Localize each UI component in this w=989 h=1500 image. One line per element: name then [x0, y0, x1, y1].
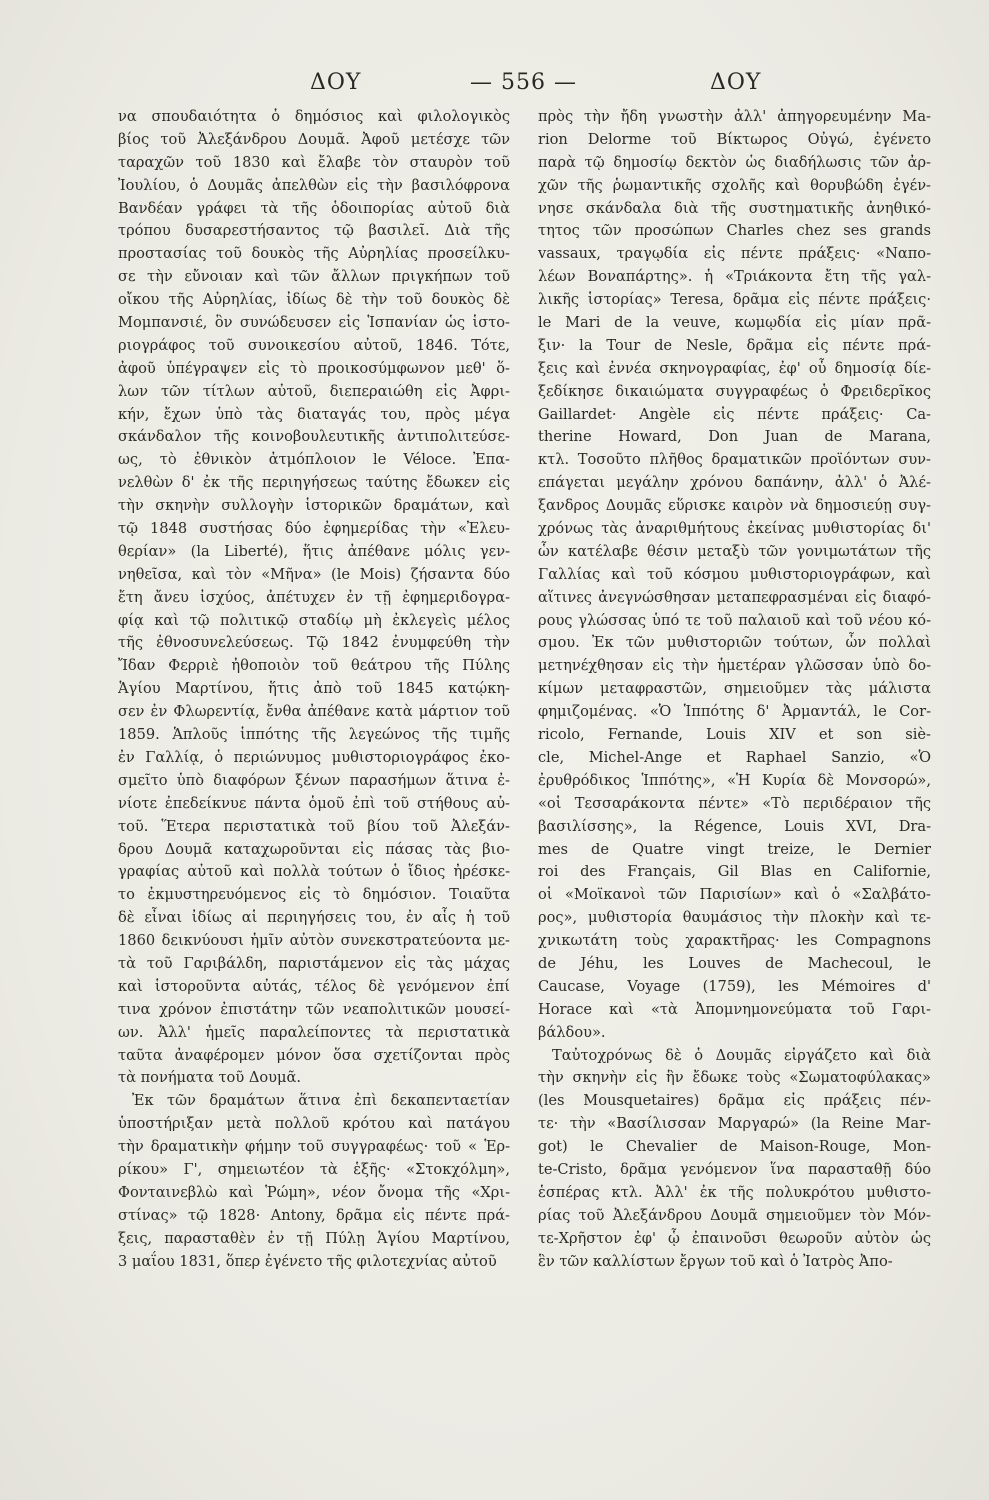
text-line: ricolo, Fernande, Louis XIV et son siè-	[538, 726, 931, 744]
text-line: πρὸς τὴν ἤδη γνωστὴν ἀλλ' ἀπηγορευμένην Ma-	[538, 108, 931, 125]
text-line: τινα χρόνον ἐπιστάτην τῶν νεαπολιτικῶν μουσεί-	[118, 1000, 510, 1018]
text-line: προστασίας τοῦ δουκὸς τῆς Αὐρηλίας προσείλκυ-	[118, 245, 510, 263]
text-line: rion Delorme τοῦ Βίκτωρος Οὐγώ, ἐγένετο	[538, 130, 931, 148]
text-line: θερίαν» (la Liberté), ἥτις ἀπέθανε μόλις γεν-	[118, 542, 510, 560]
text-line: ξεις, παρασταθὲν ἐν τῇ Πύλῃ Ἁγίου Μαρτίνου,	[118, 1229, 510, 1247]
text-line: ρους γλώσσας ὑπό τε τοῦ παλαιοῦ καὶ τοῦ νέου κό-	[538, 611, 931, 629]
text-line: λων τῶν τίτλων αὐτοῦ, διεπεραιώθη εἰς Ἀφρι-	[118, 382, 510, 400]
text-line: το ἐκμυστηρευόμενος εἰς τὸ δημόσιον. Τοιαῦτα	[118, 886, 510, 904]
text-line: de Jéhu, les Louves de Machecoul, le	[538, 954, 931, 972]
text-line: ρίκου» Γ', σημειωτέον τὰ ἑξῆς· «Στοκχόλμη»,	[118, 1160, 510, 1178]
text-line: βάλδου».	[538, 1023, 606, 1041]
text-line: οἱ «Μοϊκανοὶ τῶν Παρισίων» καὶ ὁ «Σαλβάτο-	[538, 886, 931, 904]
text-line: Caucase, Voyage (1759), les Mémoires d'	[538, 977, 931, 995]
text-line: ἐν Γαλλίᾳ, ὁ περιώνυμος μυθιστοριογράφος ἐκο-	[118, 748, 510, 766]
text-line: got) le Chevalier de Maison-Rouge, Mon-	[538, 1138, 931, 1156]
text-line: τὴν σκηνὴν εἰς ἣν ἔδωκε τοὺς «Σωματοφύλακας»	[538, 1069, 931, 1087]
text-line: vassaux, τραγῳδία εἰς πέντε πράξεις· «Ναπο-	[538, 245, 931, 263]
text-line: ἀφοῦ ὑπέγραψεν εἰς τὸ προικοσύμφωνον μεθ' ὅ-	[118, 359, 510, 377]
text-line: επάγεται μεγάλην χρόνου δαπάνην, ἀλλ' ὁ Ἀλέ-	[538, 474, 931, 492]
text-line: ἓν τῶν καλλίστων ἔργων τοῦ καὶ ὁ Ἰατρὸς Ἀπο-	[538, 1252, 893, 1270]
text-line: μετηνέχθησαν εἰς τὴν ἡμετέραν γλῶσσαν ὑπὸ δο-	[538, 657, 931, 675]
text-line: cle, Michel-Ange et Raphael Sanzio, «Ὁ	[538, 748, 931, 766]
text-line: «οἱ Τεσσαράκοντα πέντε» «Τὸ περιδέραιον τῆς	[538, 794, 931, 812]
text-line: δρου Δουμᾶ καταχωροῦνται εἰς πάσας τὰς βιο-	[118, 840, 510, 858]
text-line: τε-Χρῆστον ἐφ' ᾧ ἐπαινοῦσι θεωροῦν αὐτὸν ὡς	[538, 1229, 931, 1247]
text-line: ὑποστήριξαν μετὰ πολλοῦ κρότου καὶ πατάγου	[118, 1115, 510, 1133]
text-line: ων. Ἀλλ' ἡμεῖς παραλείποντες τὰ περιστατικὰ	[118, 1023, 510, 1041]
text-line: κτλ. Τοσοῦτο πλῆθος δραματικῶν προϊόντων συν-	[538, 451, 931, 469]
text-line: τῷ 1848 συστήσας δύο ἐφημερίδας τὴν «Ἐλευ-	[118, 520, 510, 538]
text-line: κήν, ἔχων ὑπὸ τὰς διαταγάς του, πρὸς μέγα	[118, 405, 510, 423]
text-line: Gaillardet· Angèle εἰς πέντε πράξεις· Ca-	[538, 405, 931, 423]
text-line: σε τὴν εὔνοιαν καὶ τῶν ἄλλων πριγκήπων τοῦ	[118, 268, 510, 286]
text-line: ξεις καὶ ἐννέα σκηνογραφίας, ἐφ' οὗ δημοσίᾳ δίε-	[538, 359, 931, 377]
text-line: στίνας» τῷ 1828· Antony, δρᾶμα εἰς πέντε πρά-	[118, 1206, 510, 1224]
page-number: — 556 —	[470, 70, 577, 95]
text-line: γραφίας αὐτοῦ καὶ πολλὰ τούτων ὁ ἴδιος ἠρέσκε-	[118, 863, 510, 881]
text-line: τοῦ. Ἕτερα περιστατικὰ τοῦ βίου τοῦ Ἀλεξάν-	[118, 817, 510, 835]
page-header	[110, 70, 940, 110]
text-line: ταῦτα ἀναφέρομεν μόνον ὅσα σχετίζονται πρὸς	[118, 1046, 510, 1064]
text-line: τρόπου δυσαρεστήσαντος τῷ βασιλεῖ. Διὰ τῆς	[118, 222, 510, 240]
text-line: 3 μαΐου 1831, ὅπερ ἐγένετο τῆς φιλοτεχνίας αὐτοῦ	[118, 1252, 497, 1270]
text-line: ως, τὸ ἐθνικὸν ἀτμόπλοιον le Véloce. Ἐπα-	[118, 451, 510, 469]
text-line: σμεῖτο ὑπὸ διαφόρων ξένων παρασήμων ἅτινα ἐ-	[118, 771, 510, 789]
text-line: βασιλίσσης», la Régence, Louis XVI, Dra-	[538, 817, 931, 835]
text-line: λέων Βοναπάρτης». ἡ «Τριάκοντα ἔτη τῆς γαλ-	[538, 268, 931, 286]
header-right-keyword: ΔΟΥ	[710, 70, 762, 95]
text-line: βίος τοῦ Ἀλεξάνδρου Δουμᾶ. Ἀφοῦ μετέσχε τῶν	[118, 130, 510, 148]
text-line: οἴκου τῆς Αὐρηλίας, ἰδίως δὲ τὴν τοῦ δουκὸς δὲ	[118, 291, 510, 309]
text-line: τὰ τοῦ Γαριβάλδη, παριστάμενον εἰς τὰς μάχας	[118, 954, 510, 972]
text-line: χρόνως τὰς ἀναριθμήτους ἐκείνας μυθιστορίας δι'	[538, 520, 931, 538]
text-line: καὶ ἱστοροῦντα αὐτάς, τέλος δὲ γενόμενον ἐπί	[118, 977, 510, 995]
text-line: ρος», μυθιστορία θαυμάσιος τὴν πλοκὴν καὶ τε-	[538, 909, 931, 927]
text-line: δὲ εἶναι ἰδίως αἱ περιηγήσεις του, ἐν αἷς ἡ τοῦ	[118, 909, 510, 927]
text-line: ρίας τοῦ Ἀλεξάνδρου Δουμᾶ σημειοῦμεν τὸν Μόν-	[538, 1206, 931, 1224]
text-line: χῶν τῆς ῥωμαντικῆς σχολῆς καὶ θορυβώδη ἐγέν-	[538, 176, 931, 194]
text-line: Γαλλίας καὶ τοῦ κόσμου μυθιστοριογράφων, καὶ	[538, 565, 931, 583]
text-line: νελθὼν δ' ἐκ τῆς περιηγήσεως ταύτης ἔδωκεν εἰς	[118, 474, 510, 492]
text-line: 1859. Ἁπλοῦς ἱππότης τῆς λεγεώνος τῆς τιμῆς	[118, 726, 510, 744]
text-line: τὰ πονήματα τοῦ Δουμᾶ.	[118, 1069, 302, 1087]
text-line: le Mari de la veuve, κωμῳδία εἰς μίαν πρᾶ-	[538, 314, 931, 332]
text-line: ἔτη ἄνευ ἰσχύος, ἀπέτυχεν ἐν τῇ ἐφημεριδογρα-	[118, 588, 510, 606]
text-line: νίοτε ἐπεδείκνυε πάντα ὁμοῦ ἐπὶ τοῦ στήθους αὐ-	[118, 794, 510, 812]
text-line: Ταὐτοχρόνως δὲ ὁ Δουμᾶς εἰργάζετο καὶ διὰ	[552, 1046, 931, 1064]
text-line: να σπουδαιότητα ὁ δημόσιος καὶ φιλολογικὸς	[118, 108, 510, 125]
text-line: νησε σκάνδαλα διὰ τῆς συστηματικῆς ἀνηθικό-	[538, 199, 931, 217]
text-line: Μομπανσιέ, ὃν συνώδευσεν εἰς Ἱσπανίαν ὡς ἱστο-	[118, 314, 510, 332]
text-line: Ἐκ τῶν δραμάτων ἅτινα ἐπὶ δεκαπενταετίαν	[132, 1092, 510, 1110]
text-line: σκάνδαλον τῆς κοινοβουλευτικῆς ἀντιπολιτεύσε-	[118, 428, 510, 446]
text-line: νηθεῖσα, καὶ τὸν «Μῆνα» (le Mois) ζήσαντα δύο	[118, 565, 510, 583]
text-line: te-Cristo, δρᾶμα γενόμενον ἵνα παρασταθῇ δύο	[538, 1160, 931, 1178]
text-line: Βανδέαν γράφει τὰ τῆς ὁδοιπορίας αὐτοῦ διὰ	[118, 199, 510, 217]
text-line: Φονταινεβλὼ καὶ Ῥώμη», νέον ὄνομα τῆς «Χρι-	[118, 1183, 510, 1201]
text-line: Ἰουλίου, ὁ Δουμᾶς ἀπελθὼν εἰς τὴν βασιλόφρονα	[118, 176, 510, 194]
header-left-keyword: ΔΟΥ	[310, 70, 362, 95]
left-text-column	[118, 106, 510, 1273]
text-line: φίᾳ καὶ τῷ πολιτικῷ σταδίῳ μὴ ἐκλεγεὶς μέλος	[118, 611, 510, 629]
text-line: (les Mousquetaires) δρᾶμα εἰς πράξεις πέν-	[538, 1092, 931, 1110]
text-line: ὧν κατέλαβε θέσιν μεταξὺ τῶν γονιμωτάτων τῆς	[538, 542, 931, 560]
text-line: ξεδίκησε δικαιώματα συγγραφέως ὁ Φρειδερῖκος	[538, 382, 931, 400]
text-line: σεν ἐν Φλωρεντίᾳ, ἔνθα ἀπέθανε κατὰ μάρτιον τοῦ	[118, 703, 510, 721]
text-line: τητος τῶν προσώπων Charles chez ses grands	[538, 222, 931, 240]
text-line: τε· τὴν «Βασίλισσαν Μαργαρώ» (la Reine Mar-	[538, 1115, 931, 1133]
text-line: Ἁγίου Μαρτίνου, ἥτις ἀπὸ τοῦ 1845 κατῴκη-	[118, 680, 510, 698]
text-line: παρὰ τῷ δημοσίῳ δεκτὸν ὡς διαδήλωσις τῶν ἀρ-	[538, 153, 931, 171]
text-line: τὴν δραματικὴν φήμην τοῦ συγγραφέως· τοῦ « Ἑρ-	[118, 1138, 510, 1156]
text-line: therine Howard, Don Juan de Marana,	[538, 428, 931, 446]
text-line: mes de Quatre vingt treize, le Dernier	[538, 840, 931, 858]
text-line: Ἴδαν Φερριὲ ἠθοποιὸν τοῦ θεάτρου τῆς Πύλης	[118, 657, 510, 675]
text-line: ριογράφος τοῦ συνοικεσίου αὐτοῦ, 1846. Τότε,	[118, 336, 510, 354]
text-line: τὴν σκηνὴν συλλογὴν ἱστορικῶν δραμάτων, καὶ	[118, 497, 510, 515]
text-line: Horace καὶ «τὰ Ἀπομνημονεύματα τοῦ Γαρι-	[538, 1000, 931, 1018]
text-line: roi des Français, Gil Blas en Californie,	[538, 863, 931, 881]
text-line: 1860 δεικνύουσι ἡμῖν αὐτὸν συνεκστρατεύοντα με-	[118, 932, 510, 950]
text-line: χνικωτάτη τοὺς χαρακτῆρας· les Compagnons	[538, 932, 931, 950]
text-line: σμου. Ἐκ τῶν μυθιστοριῶν τούτων, ὧν πολλαὶ	[538, 634, 931, 652]
text-line: τῆς ἐθνοσυνελεύσεως. Τῷ 1842 ἐνυμφεύθη τὴν	[118, 634, 510, 652]
text-line: ἐρυθρόδικος Ἱππότης», «Ἡ Κυρία δὲ Μονσορώ»,	[538, 771, 931, 789]
text-line: ἑσπέρας κτλ. Ἀλλ' ἐκ τῆς πολυκρότου μυθιστο-	[538, 1183, 931, 1201]
text-line: ξανδρος Δουμᾶς εὕρισκε καιρὸν νὰ δημοσιεύῃ συγ-	[538, 497, 931, 515]
text-line: αἵτινες ἀνεγνώσθησαν μεταπεφρασμέναι εἰς διαφό-	[538, 588, 931, 606]
right-text-column	[538, 106, 931, 1273]
text-line: ξιν· la Tour de Nesle, δρᾶμα εἰς πέντε πρά-	[538, 336, 931, 354]
text-line: λικῆς ἱστορίας» Teresa, δρᾶμα εἰς πέντε πράξεις·	[538, 291, 931, 309]
text-line: ταραχῶν τοῦ 1830 καὶ ἔλαβε τὸν σταυρὸν τοῦ	[118, 153, 510, 171]
text-line: φημιζομένας. «Ὁ Ἱππότης δ' Ἀρμαντάλ, le Cor-	[538, 703, 931, 721]
text-line: κίμων μεταφραστῶν, σημειοῦμεν τὰς μάλιστα	[538, 680, 931, 698]
